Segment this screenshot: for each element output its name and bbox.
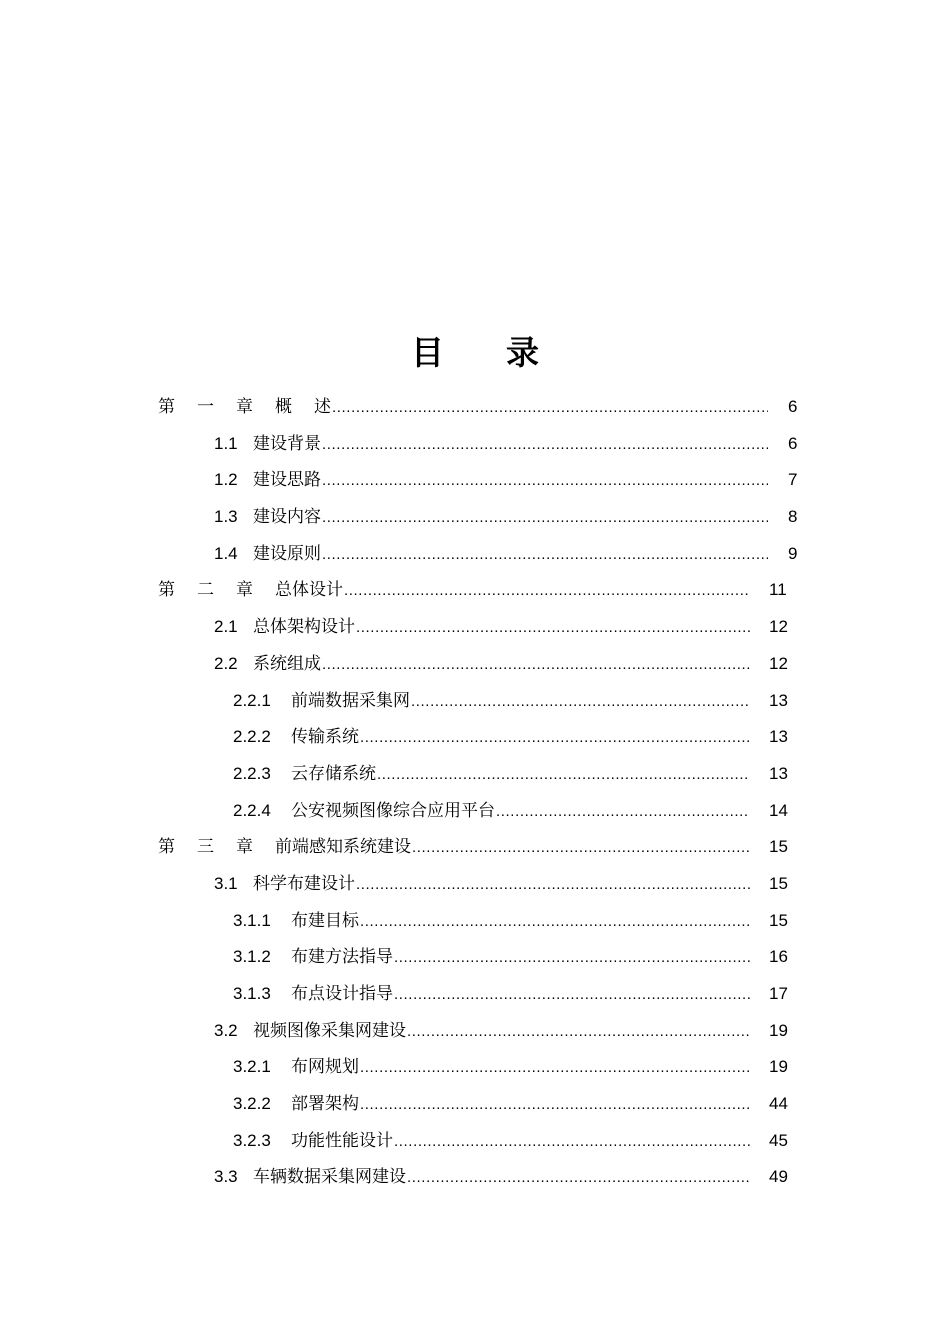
toc-leader-dots [411, 684, 750, 721]
toc-page-number: 15 [769, 837, 788, 857]
toc-section-number: 2.1 [214, 617, 238, 637]
toc-entry-text [214, 866, 750, 904]
toc-entry-text [233, 939, 750, 977]
toc-page-number: 7 [788, 470, 798, 490]
toc-section-number: 2.2.1 [233, 690, 271, 710]
toc-leader-dots [394, 940, 750, 977]
toc-leader-dots [322, 500, 768, 537]
toc-section-entry[interactable] [0, 426, 950, 463]
toc-section-number: 3.2.3 [233, 1130, 271, 1150]
toc-entry-text [158, 572, 750, 610]
toc-section-entry[interactable] [0, 1159, 950, 1196]
toc-section-number: 3.1.1 [233, 910, 271, 930]
toc-chapter-char: 二 [197, 580, 214, 601]
toc-page-number: 49 [769, 1167, 788, 1187]
toc-section-title: 布点设计指导 [291, 984, 393, 1004]
toc-leader-dots [412, 830, 750, 867]
toc-chapter-char: 一 [197, 397, 214, 417]
toc-leader-dots [394, 1124, 750, 1161]
toc-entry-text [233, 1049, 750, 1087]
toc-entry-text [214, 462, 768, 500]
toc-section-entry[interactable] [0, 1013, 950, 1050]
toc-page-number: 15 [769, 910, 788, 930]
toc-leader-dots [344, 573, 750, 610]
toc-entry-text [214, 1013, 750, 1051]
toc-page-number: 6 [788, 433, 798, 453]
toc-entry-text [233, 756, 750, 794]
toc-leader-dots [496, 794, 750, 831]
toc-leader-dots [407, 1014, 750, 1051]
toc-section-title: 布建方法指导 [291, 947, 393, 968]
toc-leader-dots [322, 647, 750, 684]
toc-entry-text [158, 829, 750, 867]
toc-section-number: 3.1.2 [233, 947, 271, 967]
toc-leader-dots [360, 904, 750, 941]
toc-section-number: 3.1.3 [233, 984, 271, 1003]
toc-chapter-char: 概 [275, 397, 292, 417]
toc-entry-text [158, 389, 768, 427]
toc-title-char-1: 目 [411, 333, 444, 372]
toc-chapter-title: 前端感知系统建设 [275, 837, 411, 858]
toc-section-number: 1.3 [214, 507, 238, 527]
toc-leader-dots [322, 537, 768, 574]
toc-entry-text [214, 1159, 750, 1197]
toc-section-entry[interactable] [0, 1049, 950, 1086]
toc-page-number: 11 [769, 580, 787, 600]
toc-chapter-char: 第 [158, 580, 175, 601]
toc-section-entry[interactable] [0, 1086, 950, 1123]
toc-page-number: 17 [769, 984, 788, 1003]
toc-page-number: 14 [769, 800, 788, 820]
toc-leader-dots [377, 757, 750, 794]
toc-section-number: 3.3 [214, 1167, 238, 1187]
toc-entry-text [214, 499, 768, 537]
toc-section-entry[interactable] [0, 499, 950, 536]
toc-section-title: 视频图像采集网建设 [253, 1020, 406, 1041]
toc-page-number: 13 [769, 690, 788, 710]
toc-leader-dots [360, 1050, 750, 1087]
toc-entry-text [214, 646, 750, 684]
toc-section-number: 1.2 [214, 470, 238, 490]
toc-leader-dots [322, 427, 768, 464]
toc-leader-dots [407, 1160, 750, 1197]
toc-section-entry[interactable] [0, 939, 950, 976]
toc-leader-dots [356, 867, 750, 904]
toc-leader-dots [356, 610, 750, 647]
toc-entry-text [233, 903, 750, 941]
toc-chapter-title: 总体设计 [275, 580, 343, 601]
toc-entry-text [233, 793, 750, 831]
toc-section-number: 2.2.3 [233, 763, 271, 783]
toc-section-title: 建设原则 [253, 543, 321, 564]
toc-section-title: 车辆数据采集网建设 [253, 1167, 406, 1188]
toc-page-number: 12 [769, 617, 788, 637]
toc-section-entry[interactable] [0, 793, 950, 830]
toc-chapter-char: 第 [158, 837, 175, 858]
toc-page-number: 44 [769, 1094, 788, 1114]
toc-section-title: 系统组成 [253, 653, 321, 674]
toc-title [0, 330, 950, 376]
toc-leader-dots [394, 977, 750, 1014]
toc-section-title: 传输系统 [291, 727, 359, 748]
toc-leader-dots [332, 390, 768, 427]
toc-section-number: 1.1 [214, 433, 238, 453]
toc-section-entry[interactable] [0, 719, 950, 756]
toc-section-entry[interactable] [0, 976, 950, 1013]
toc-section-entry[interactable] [0, 1123, 950, 1160]
toc-section-number: 2.2.4 [233, 800, 271, 820]
toc-chapter-char: 章 [236, 580, 253, 601]
toc-section-title: 建设思路 [253, 470, 321, 491]
toc-page-number: 12 [769, 653, 788, 673]
toc-section-title: 布网规划 [291, 1057, 359, 1078]
toc-section-entry[interactable] [0, 609, 950, 646]
toc-section-entry[interactable] [0, 756, 950, 793]
toc-page-number: 16 [769, 947, 788, 967]
toc-title-char-2: 录 [506, 333, 539, 372]
toc-entry-text [233, 976, 750, 1014]
toc-page-number: 19 [769, 1020, 788, 1040]
toc-section-title: 公安视频图像综合应用平台 [291, 800, 495, 821]
toc-section-title: 云存储系统 [291, 763, 376, 784]
toc-page-number: 8 [788, 507, 798, 527]
toc-chapter-entry[interactable] [0, 572, 950, 609]
toc-section-number: 3.2 [214, 1020, 238, 1040]
toc-chapter-char: 第 [158, 397, 175, 417]
toc-section-title: 总体架构设计 [253, 617, 355, 638]
toc-section-entry[interactable] [0, 683, 950, 720]
toc-section-entry[interactable] [0, 866, 950, 903]
toc-page-number: 45 [769, 1130, 788, 1150]
toc-entry-text [214, 426, 768, 464]
toc-chapter-char: 章 [236, 837, 253, 858]
toc-section-entry[interactable] [0, 536, 950, 573]
toc-section-entry[interactable] [0, 462, 950, 499]
toc-entry-text [233, 1123, 750, 1161]
toc-chapter-entry[interactable] [0, 829, 950, 866]
toc-section-title: 建设内容 [253, 507, 321, 528]
toc-leader-dots [322, 463, 768, 500]
toc-entry-text [214, 536, 768, 574]
toc-entry-text [233, 1086, 750, 1124]
toc-section-entry[interactable] [0, 903, 950, 940]
toc-section-entry[interactable] [0, 646, 950, 683]
toc-page-number: 13 [769, 763, 788, 783]
toc-entry-text [233, 719, 750, 757]
toc-leader-dots [360, 720, 750, 757]
toc-entry-text [233, 683, 750, 721]
toc-page-number: 19 [769, 1057, 788, 1077]
toc-section-number: 1.4 [214, 543, 238, 563]
toc-section-number: 3.2.1 [233, 1057, 271, 1077]
toc-chapter-entry[interactable] [0, 389, 950, 426]
toc-section-number: 3.2.2 [233, 1094, 271, 1114]
toc-section-title: 功能性能设计 [291, 1130, 393, 1151]
toc-list [0, 389, 950, 1196]
toc-chapter-char: 三 [197, 837, 214, 858]
toc-chapter-char: 章 [236, 397, 253, 417]
toc-section-title: 前端数据采集网 [291, 690, 410, 711]
toc-section-number: 2.2.2 [233, 727, 271, 747]
toc-page-number: 15 [769, 873, 788, 893]
toc-section-number: 3.1 [214, 873, 238, 893]
toc-page-number: 6 [788, 397, 798, 416]
toc-entry-text [214, 609, 750, 647]
toc-section-number: 2.2 [214, 653, 238, 673]
toc-section-title: 建设背景 [253, 433, 321, 454]
toc-section-title: 部署架构 [291, 1094, 359, 1115]
toc-page-number: 9 [788, 543, 798, 563]
toc-chapter-char: 述 [314, 397, 331, 417]
toc-page-number: 13 [769, 727, 788, 747]
toc-section-title: 科学布建设计 [253, 873, 355, 894]
toc-leader-dots [360, 1087, 750, 1124]
toc-section-title: 布建目标 [291, 910, 359, 931]
